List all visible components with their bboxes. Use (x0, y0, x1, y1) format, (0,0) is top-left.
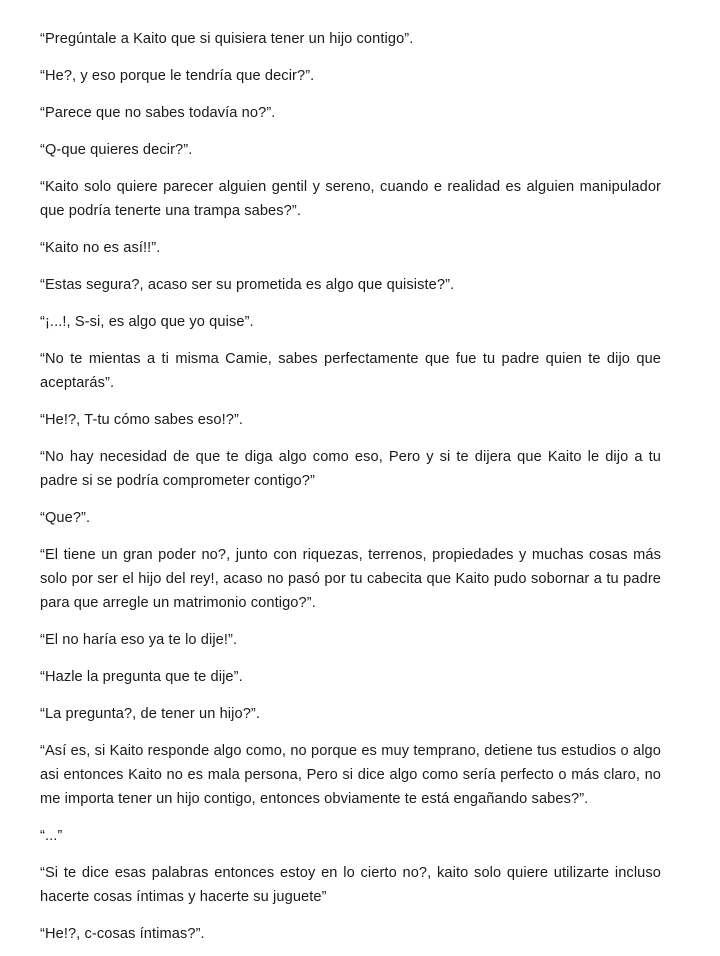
paragraph-8: “¡...!, S-si, es algo que yo quise”. (40, 314, 254, 330)
paragraph-1: “Pregúntale a Kaito que si quisiera tener un hijo contigo”. (40, 31, 414, 47)
paragraph-4: “Q-que quieres decir?”. (40, 142, 193, 158)
paragraph-15: “Hazle la pregunta que te dije”. (40, 669, 243, 685)
paragraph-12: “Que?”. (40, 510, 91, 526)
paragraph-18: “...” (40, 828, 63, 844)
paragraph-14: “El no haría eso ya te lo dije!”. (40, 632, 238, 648)
paragraph-16: “La pregunta?, de tener un hijo?”. (40, 706, 261, 722)
paragraph-20: “He!?, c-cosas íntimas?”. (40, 926, 205, 942)
paragraph-5: “Kaito solo quiere parecer alguien gentil y sereno, cuando e realidad es alguien manipulador que podría tenerte una trampa sabes?”. (40, 179, 661, 219)
paragraph-19: “Si te dice esas palabras entonces estoy en lo cierto no?, kaito solo quiere utilizarte incluso hacerte cosas íntimas y hacerte su juguete” (40, 865, 661, 905)
paragraph-13: “El tiene un gran poder no?, junto con riquezas, terrenos, propiedades y muchas cosas más solo por ser el hijo del rey!, acaso no pasó por tu cabecita que Kaito pudo sobornar a tu padre para que arregle un matrimonio contigo?”. (40, 547, 661, 611)
paragraph-6: “Kaito no es así!!”. (40, 240, 161, 256)
paragraph-17: “Así es, si Kaito responde algo como, no porque es muy temprano, detiene tus estudios o algo asi entonces Kaito no es mala persona, Pero si dice algo como sería perfecto o más claro, no me importa tener un hijo contigo, entonces obviamente te está engañando sabes?”. (40, 743, 661, 807)
paragraph-9: “No te mientas a ti misma Camie, sabes perfectamente que fue tu padre quien te dijo que aceptarás”. (40, 351, 661, 391)
paragraph-11: “No hay necesidad de que te diga algo como eso, Pero y si te dijera que Kaito le dijo a tu padre si se podría comprometer contigo?” (40, 449, 661, 489)
paragraph-10: “He!?, T-tu cómo sabes eso!?”. (40, 412, 244, 428)
paragraph-3: “Parece que no sabes todavía no?”. (40, 105, 276, 121)
paragraph-7: “Estas segura?, acaso ser su prometida es algo que quisiste?”. (40, 277, 455, 293)
paragraph-2: “He?, y eso porque le tendría que decir?”. (40, 68, 315, 84)
